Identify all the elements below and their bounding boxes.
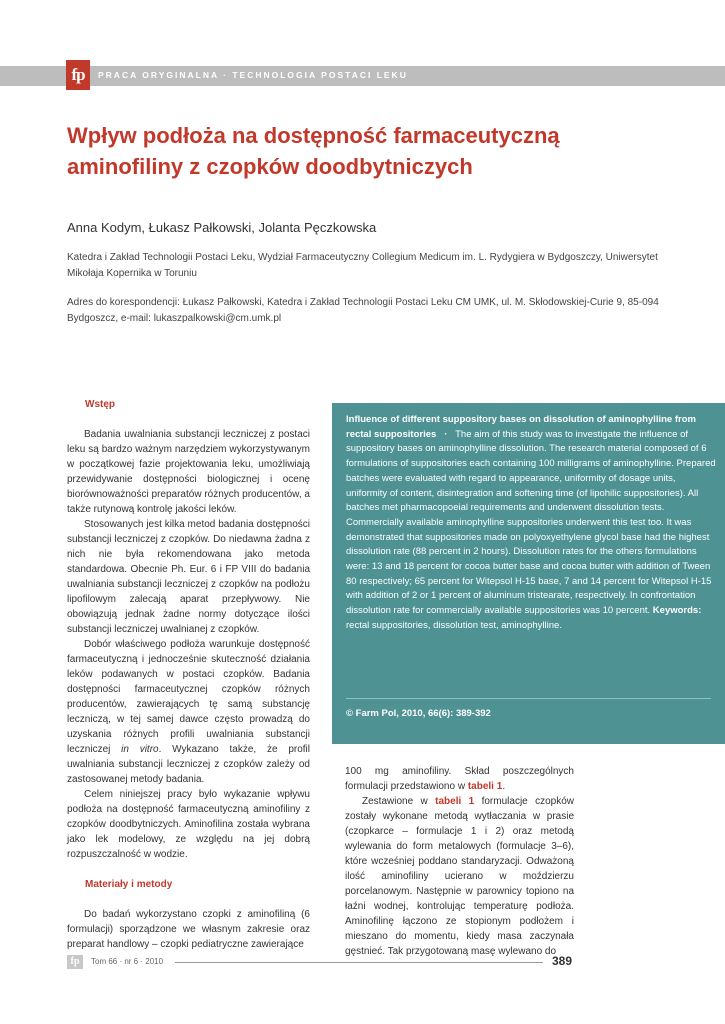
abstract-title: Influence of different suppository bases on dissolution of aminophylline from rectal suppositories [346,414,696,440]
paragraph: Dobór właściwego podłoża warunkuje dostępność farmaceutyczną i jednocześnie skuteczność działania leków podawanych w postaci czopków. Badania dostępności farmaceutycznej czopków różnych producentów, zawierających tę samą substancję leczniczą, w tej samej dawce często prowadzą do uzyskania różnych profili uwalniania substancji leczniczej in vitro. Wykazano także, że profil uwalniania substancji leczniczej z czopków zależy od zastosowanej metody badania. [67,639,310,785]
heading-methods: Materiały i metody [85,879,173,890]
abstract-box [332,403,725,744]
heading-intro: Wstęp [85,399,115,410]
authors: Anna Kodym, Łukasz Pałkowski, Jolanta Pęczkowska [67,220,377,235]
table-ref-link[interactable]: tabeli 1 [467,781,503,792]
footer-divider [175,962,543,963]
article-title: Wpływ podłoża na dostępność farmaceutyczną aminofiliny z czopków doodbytniczych [67,123,560,179]
right-column [345,764,574,959]
keywords: rectal suppositories, dissolution test, aminophylline. [346,619,562,631]
citation: © Farm Pol, 2010, 66(6): 389-392 [346,708,491,719]
divider [346,698,711,699]
keywords-label: Keywords: [652,605,702,617]
paragraph: Celem niniejszej pracy było wykazanie wpływu podłoża na dostępność farmaceutyczną aminofiliny z czopków doodbytniczych. Aminofilina została wybrana jako lek modelowy, ze względu na jej dobrą rozpuszczalność w wodzie. [67,789,310,860]
paragraph: Zestawione w tabeli 1 formulacje czopków zostały wykonane metodą wytłaczania w prasie (czopkarce – formulacje 1 i 2) oraz metodą wylewania do form metalowych (formulacje 3–6), które wcześniej poddano standaryzacji. Odważoną ilość aminofiliny ucierano w moździerzu porcelanowym. Następnie w parownicy topiono na łaźni wodnej, kontrolując temperaturę podłoża. Aminofilinę łączono ze stopionym podłożem i mieszano do momentu, kiedy masa zaczynała gęstnieć. Tak przygotowaną masę wylewano do [345,796,575,957]
paragraph: Do badań wykorzystano czopki z aminofiliną (6 formulacji) sporządzone we własnym zakresie oraz preparat handlowy – czopki pediatryczne zawierające [67,909,310,950]
correspondence: Adres do korespondencji: Łukasz Pałkowski, Katedra i Zakład Technologii Postaci Leku CM UMK, ul. M. Skłodowskiej-Curie 9, 85-094 Bydgoszcz, e-mail: lukaszpalkowski@cm.umk.pl [67,297,659,324]
footer-logo: fp [67,955,83,969]
abstract-text: Influence of different suppository bases on dissolution of aminophylline from rectal suppositories · The aim of this study was to investigate the influence of suppository bases on aminophylline dissolution. The research material composed of 6 formulations of suppositories each containing 100 milligrams of aminophylline. Prepared batches were evaluated with regard to appearance, uniformity of dosage units, uniformity of content, disintegration and softening time (of lipohilic suppositories). All batches met pharmacopoeial requirements and underwent dissolution tests. Commercially available aminophylline suppositories underwent this test too. It was demonstrated that suppositories made on polyoxyethylene glycol base had the highest dissolution rate (88 percent in 2 hours). Dissolution rates for the others formulations were: 13 and 18 percent for cocoa butter base and cocoa butter with addition of Tween 80 respectively; 65 percent for Witepsol H-15 base, 7 and 14 percent for Witepsol H-15 with addition of 2 or 1 percent of aluminum tristearate, respectively. In confrontation dissolution rate for commercially available suppositories was 10 percent. Keywords: rectal suppositories, dissolution test, aminophylline. [346,414,716,631]
table-ref-link[interactable]: tabeli 1 [435,796,475,807]
journal-logo: fp [66,60,90,90]
affiliation: Katedra i Zakład Technologii Postaci Leku, Wydział Farmaceutyczny Collegium Medicum im. L. Rydygiera w Bydgoszczy, Uniwersytet Mikołaja Kopernika w Toruniu [67,252,658,279]
section-label: PRACA ORYGINALNA · TECHNOLOGIA POSTACI LEKU [98,70,408,80]
journal-issue: Tom 66 · nr 6 · 2010 [91,957,164,966]
page-number: 389 [552,954,573,968]
abstract-body: The aim of this study was to investigate the influence of suppository bases on aminophylline dissolution. The research material composed of 6 formulations of suppositories each containing 100 milligrams of aminophylline. Prepared batches were evaluated with regard to appearance, uniformity of dosage units, uniformity of content, disintegration and softening time (of lipohilic suppositories). All batches met pharmacopoeial requirements and underwent dissolution tests. Commercially available aminophylline suppositories underwent this test too. It was demonstrated that suppositories made on polyoxyethylene glycol base had the highest dissolution rate (88 percent in 2 hours). Dissolution rates for the others formulations were: 13 and 18 percent for cocoa butter base and cocoa butter with addition of Tween 80 respectively; 65 percent for Witepsol H-15 base, 7 and 14 percent for Witepsol H-15 with addition of 2 or 1 percent of aluminum tristearate, respectively. In confrontation dissolution rate for commercially available suppositories was 10 percent. [346,428,716,617]
paragraph: 100 mg aminofiliny. Skład poszczególnych formulacji przedstawiono w tabeli 1. [345,766,574,792]
paragraph: Stosowanych jest kilka metod badania dostępności substancji leczniczej z czopków. Do niedawna żadna z nich nie była rekomendowana jako metoda standardowa. Obecnie Ph. Eur. 6 i FP VIII do badania uwalniania substancji leczniczej z czopków na podłożu lipofilowym zalecają aparat przepływowy. Nie obowiązują jednak żadne normy dotyczące ilości substancji leczniczej uwalnianej z czopków. [67,519,310,635]
left-column [67,397,310,952]
paragraph: Badania uwalniania substancji leczniczej z postaci leku są bardzo ważnym narzędziem wykorzystywanym w początkowej fazie projektowania leku, umożliwiają przewidywanie dostępności biologicznej i ocenę biorównoważności preparatów różnych producentów, a także rutynową kontrolę jakości leków. [67,429,310,515]
